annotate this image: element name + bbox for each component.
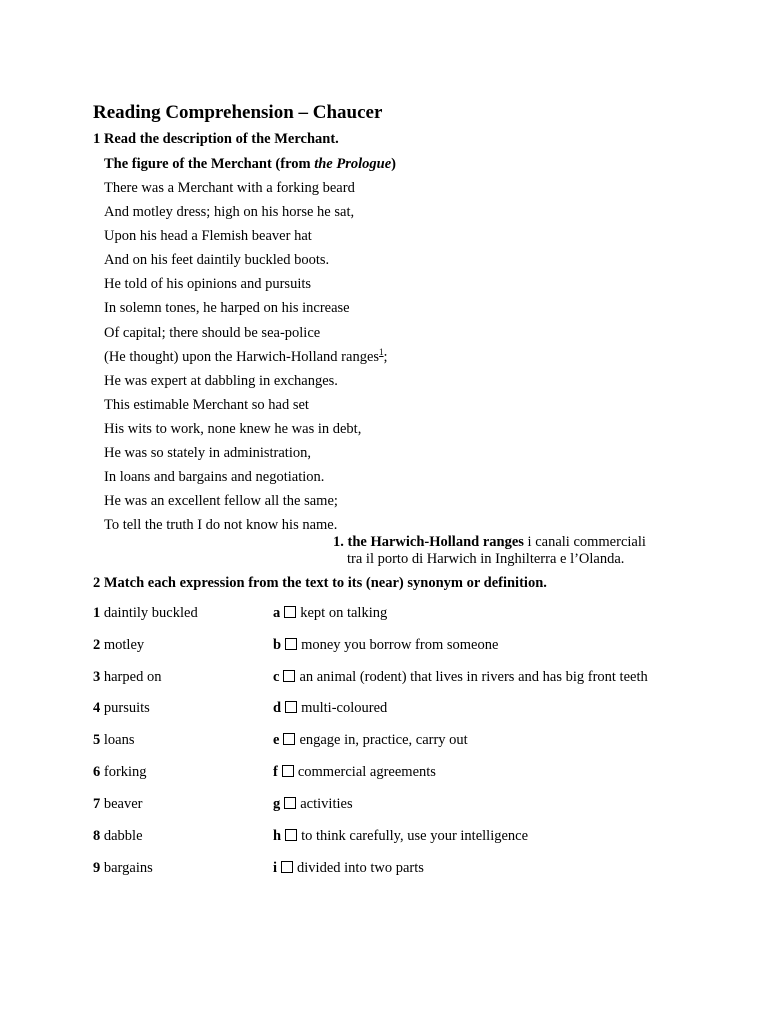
definition-text: kept on talking xyxy=(300,605,388,622)
checkbox[interactable] xyxy=(281,861,293,873)
match-term xyxy=(93,860,273,877)
checkbox[interactable] xyxy=(282,765,294,777)
poem xyxy=(93,155,713,540)
match-row xyxy=(93,700,713,717)
definition-text: activities xyxy=(300,796,353,813)
footnote-marker[interactable]: 1 xyxy=(379,346,384,357)
match-row xyxy=(93,764,713,781)
definition-text: multi-coloured xyxy=(301,700,388,717)
definition-text: commercial agreements xyxy=(297,764,436,781)
match-row xyxy=(93,605,713,622)
match-term xyxy=(93,637,273,654)
match-row xyxy=(93,860,713,877)
match-definition xyxy=(273,828,653,845)
term-number: 5 xyxy=(93,732,101,749)
poem-line: He was an excellent fellow all the same; xyxy=(104,493,338,510)
poem-title-text: The figure of the Merchant (from xyxy=(104,156,315,172)
definition-text: divided into two parts xyxy=(297,860,424,877)
term-number: 9 xyxy=(93,860,101,877)
definition-letter: e xyxy=(273,732,280,749)
definition-letter: g xyxy=(273,796,281,813)
question-2-heading: 2 Match each expression from the text to its (near) synonym or definition. xyxy=(93,575,547,592)
term-text: beaver xyxy=(103,796,143,813)
poem-line: Upon his head a Flemish beaver hat xyxy=(104,228,312,245)
term-number: 3 xyxy=(93,669,101,686)
definition-letter: c xyxy=(273,669,280,686)
definition-letter: b xyxy=(273,637,282,654)
poem-line: And on his feet daintily buckled boots. xyxy=(104,252,330,269)
checkbox[interactable] xyxy=(284,797,296,809)
definition-letter: d xyxy=(273,700,282,717)
poem-line: His wits to work, none knew he was in debt, xyxy=(104,420,362,437)
term-text: bargains xyxy=(103,860,153,877)
poem-line: There was a Merchant with a forking beard xyxy=(104,180,355,196)
match-term xyxy=(93,828,273,845)
term-number: 6 xyxy=(93,764,101,781)
poem-line: In loans and bargains and negotiation. xyxy=(104,469,325,486)
checkbox[interactable] xyxy=(283,733,295,745)
definition-letter: h xyxy=(273,828,282,845)
poem-line: He told of his opinions and pursuits xyxy=(104,276,312,293)
poem-line-text: (He thought) upon the Harwich-Holland ranges xyxy=(104,348,380,365)
worksheet-page xyxy=(93,101,713,892)
match-term xyxy=(93,764,273,781)
term-text: dabble xyxy=(103,828,143,845)
question-1-heading: 1 Read the description of the Merchant. xyxy=(93,131,339,147)
page-title: Reading Comprehension – Chaucer xyxy=(93,102,383,123)
match-row xyxy=(93,796,713,813)
poem-line: He was so stately in administration, xyxy=(104,445,311,462)
checkbox[interactable] xyxy=(283,670,295,682)
match-definition xyxy=(273,605,653,622)
term-number: 1 xyxy=(93,605,101,622)
match-row xyxy=(93,669,713,686)
match-term xyxy=(93,605,273,622)
poem-title-italic: the Prologue xyxy=(314,156,392,172)
poem-line-with-footnote xyxy=(104,348,713,372)
definition-text: to think carefully, use your intelligence xyxy=(301,828,529,845)
term-text: loans xyxy=(103,732,135,749)
match-term xyxy=(93,796,273,813)
poem-line: And motley dress; high on his horse he sat, xyxy=(104,204,355,221)
poem-line: To tell the truth I do not know his name. xyxy=(104,517,338,534)
poem-title-suffix: ) xyxy=(391,156,396,172)
match-row xyxy=(93,732,713,749)
match-definition xyxy=(273,637,653,654)
checkbox[interactable] xyxy=(285,701,297,713)
poem-line: He was expert at dabbling in exchanges. xyxy=(104,372,338,389)
term-text: daintily buckled xyxy=(103,605,198,622)
footnote xyxy=(333,534,713,568)
footnote-term: the Harwich-Holland ranges xyxy=(347,534,524,551)
match-row xyxy=(93,828,713,845)
term-number: 4 xyxy=(93,700,101,717)
definition-text: engage in, practice, carry out xyxy=(299,732,468,749)
match-definition xyxy=(273,700,653,717)
term-number: 8 xyxy=(93,828,101,845)
poem-line: This estimable Merchant so had set xyxy=(104,396,309,413)
match-definition xyxy=(273,860,653,877)
match-term xyxy=(93,669,273,686)
definition-letter: f xyxy=(273,764,278,781)
match-term xyxy=(93,732,273,749)
matching-exercise xyxy=(93,605,713,877)
checkbox[interactable] xyxy=(284,606,296,618)
definition-text: money you borrow from someone xyxy=(301,637,499,654)
checkbox[interactable] xyxy=(285,829,297,841)
poem-title xyxy=(104,155,713,173)
term-text: pursuits xyxy=(103,700,150,717)
definition-letter: a xyxy=(273,605,281,622)
term-text: forking xyxy=(103,764,147,781)
footnote-text-continued: tra il porto di Harwich in Inghilterra e l’Olanda. xyxy=(347,551,625,568)
definition-text: an animal (rodent) that lives in rivers and has big front teeth xyxy=(299,669,648,686)
poem-line: In solemn tones, he harped on his increase xyxy=(104,300,350,317)
term-number: 7 xyxy=(93,796,101,813)
footnote-number: 1. xyxy=(333,534,344,551)
match-definition xyxy=(273,764,653,781)
match-row xyxy=(93,637,713,654)
footnote-text: i canali commerciali xyxy=(527,534,646,551)
term-number: 2 xyxy=(93,637,101,654)
match-definition xyxy=(273,796,653,813)
match-definition xyxy=(273,669,653,686)
checkbox[interactable] xyxy=(285,638,297,650)
term-text: motley xyxy=(103,637,145,654)
match-definition xyxy=(273,732,653,749)
poem-line: Of capital; there should be sea-police xyxy=(104,324,321,341)
term-text: harped on xyxy=(103,669,162,686)
match-term xyxy=(93,700,273,717)
poem-line-punctuation: ; xyxy=(383,348,388,365)
definition-letter: i xyxy=(273,860,278,877)
